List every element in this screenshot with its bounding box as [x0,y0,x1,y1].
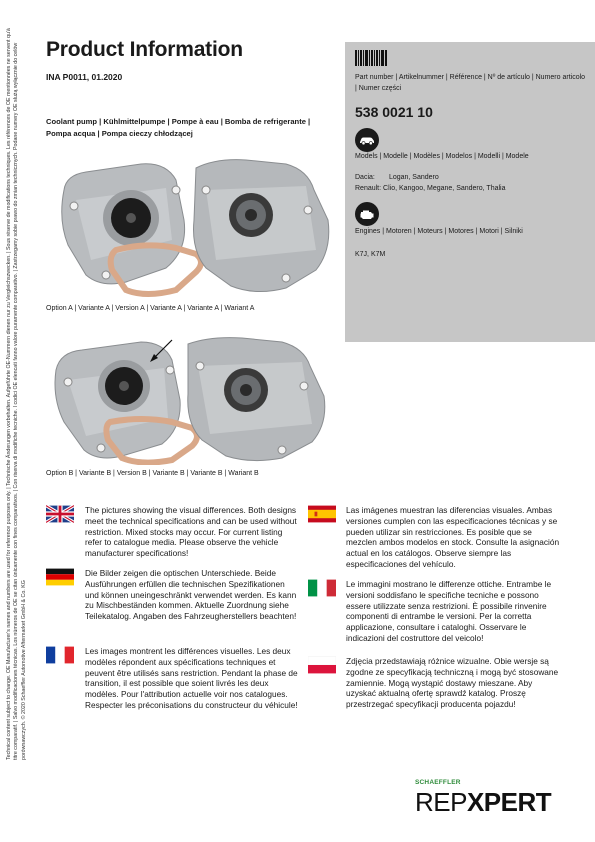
page-title: Product Information [46,38,243,61]
models-label: Models | Modelle | Modèles | Modelos | Modelli | Modele [355,153,529,160]
text-german: Die Bilder zeigen die optischen Unterschiede. Beide Ausführungen erfüllen die technischen Spezifikationen und können uneingeschränkt verwendet werden. Es kann zu Mischbeständen kommen. Aktuelle Zuordnung siehe Teilekatalog. Angaben des Fahrzeugherstellers beachten! [85,568,297,622]
model-make: Dacia: [355,174,375,181]
document-reference: INA P0011, 01.2020 [46,72,123,82]
option-b-caption: Option B | Variante B | Version B | Variante B | Variante B | Wariant B [46,470,259,477]
text-english: The pictures showing the visual differences. Both designs meet the technical specifications and can be used without restriction. Mixed stocks may occur. For current listing refer to catalogue media. Please observe the vehicle manufacturer specifications! [85,505,297,559]
barcode-icon [355,50,387,66]
logo-rep: REP [415,787,467,817]
model-make: Renault: [355,185,382,192]
model-row-renault [355,183,587,194]
car-icon [355,128,379,152]
text-french: Les images montrent les différences visuelles. Les deux modèles répondent aux spécifications techniques et peuvent être utilisés sans restriction. Pendant la phase de transition, il est possible que soient livrés les deux modèles. Pour l'attribution actuelle voir nos catalogues. Respecter les préconisations du constructeur du véhicule! [85,646,298,710]
text-spanish: Las imágenes muestran las diferencias visuales. Ambas versiones cumplen con las especificaciones técnicas y se pueden utilizar sin restricciones. Es posible que se mezclen ambos modelos en stock. Consulte la asignación actual en los catálogos. Observe siempre las especificaciones del vehículo. [346,505,560,569]
flag-it-icon [308,579,336,597]
flag-de-icon [46,568,74,586]
option-a-caption: Option A | Variante A | Version A | Variante A | Variante A | Wariant A [46,305,255,312]
model-row-dacia [355,172,587,183]
side-legal-note: Technical content subject to change. OE Manufacturer's names and numbers are used for reference purposes only. | Technische Änderungen vorbehalten. Aufgeführte OE-Nummern dienen nur zu Vergleichszwecken. | Sous réserve de modifications techniques. Les références de OE mentionnées ne servent qu'à titre comparatif. | Salvo modificaciones técnicas. Los números de OE se citan únicamente con fines comparativos. | Con riserva di modifiche tecniche. I codici OE elencati fanno valore puramente comparativo. | Zastrzegamy sobie prawo do zmian technicznych. Podane numery OE służą wyłącznie do celów porównawczych. © 2020 Schaeffler Automotive Aftermarket GmbH & Co. KG [6,28,27,760]
part-number-label: Part number | Artikelnummer | Référence | Nº de artículo | Numero articolo | Numer części [355,74,586,92]
engines-label: Engines | Motoren | Moteurs | Motores | Motori | Silniki [355,228,523,235]
flag-pl-icon [308,656,336,674]
engine-icon [355,202,379,226]
schaeffler-logo-text: SCHAEFFLER [415,779,461,786]
flag-fr-icon [46,646,74,664]
engines-value: K7J, K7M [355,251,386,258]
option-a-photo [46,150,336,300]
logo-xpert: XPERT [466,787,552,817]
repxpert-logo [415,787,551,818]
product-subtitle: Coolant pump | Kühlmittelpumpe | Pompe à eau | Bomba de refrigerante | Pompa acqua | Pompa cieczy chłodzącej [46,117,311,138]
model-names: Logan, Sandero [388,174,439,181]
option-b-photo [46,330,336,465]
part-number-value: 538 0021 10 [355,104,433,120]
flag-es-icon [308,505,336,523]
text-polish: Zdjęcia przedstawiają różnice wizualne. Obie wersje są zgodne ze specyfikacją techniczną i mogą być stosowane zamiennie. Mogą wystąpić dostawy mieszane. Aby uzyskać aktualną ofertę sprawdź katalog. Proszę przestrzegać specyfikacji producenta pojazdu! [346,656,559,710]
model-names: Clio, Kangoo, Megane, Sandero, Thalia [383,185,506,192]
flag-uk-icon [46,505,74,523]
text-italian: Le immagini mostrano le differenze ottiche. Entrambe le versioni soddisfano le specifiche tecniche e possono essere utilizzate senza restrizioni. È possibile rinvenire componenti di entrambe le versioni. Per la corretta applicazione, consultare i cataloghi. Osservare le indicazioni del costruttore del veicolo! [346,579,552,643]
